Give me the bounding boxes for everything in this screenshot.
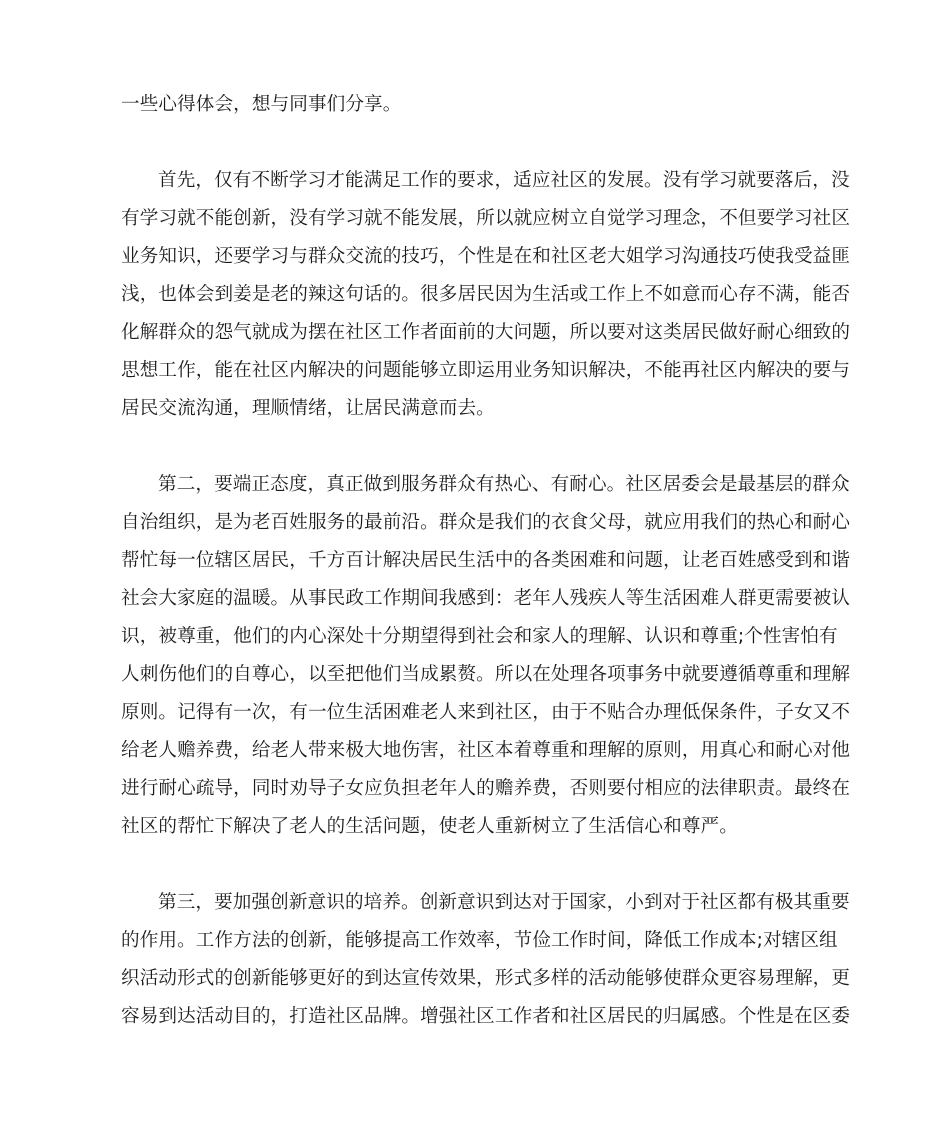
text-line: 浅，也体会到姜是老的辣这句话的。很多居民因为生活或工作上不如意而心存不满，能否	[121, 284, 851, 305]
paragraph-second	[121, 466, 851, 846]
paragraph-third	[121, 884, 851, 1036]
text-line: 容易到达活动目的，打造社区品牌。增强社区工作者和社区居民的归属感。个性是在区委	[121, 1006, 851, 1027]
text-line: 帮忙每一位辖区居民，千方百计解决居民生活中的各类困难和问题，让老百姓感受到和谐	[121, 550, 851, 571]
document-page	[121, 0, 851, 1036]
text-line: 的作用。工作方法的创新，能够提高工作效率，节俭工作时间，降低工作成本;对辖区组	[121, 930, 838, 951]
text-line: 给老人赡养费，给老人带来极大地伤害，社区本着尊重和理解的原则，用真心和耐心对他	[121, 740, 851, 761]
text-line: 识，被尊重，他们的内心深处十分期望得到社会和家人的理解、认识和尊重;个性害怕有	[121, 626, 838, 647]
text-line: 业务知识，还要学习与群众交流的技巧，个性是在和社区老大姐学习沟通技巧使我受益匪	[121, 246, 851, 267]
text-line: 进行耐心疏导，同时劝导子女应负担老年人的赡养费，否则要付相应的法律职责。最终在	[121, 778, 851, 799]
paragraph-spacer	[121, 124, 831, 162]
text-line: 社区的帮忙下解决了老人的生活问题，使老人重新树立了生活信心和尊严。	[121, 816, 738, 837]
text-line: 思想工作，能在社区内解决的问题能够立即运用业务知识解决，不能再社区内解决的要与	[121, 360, 851, 381]
text-line: 社会大家庭的温暖。从事民政工作期间我感到：老年人残疾人等生活困难人群更需要被认	[121, 588, 851, 609]
text-line: 有学习就不能创新，没有学习就不能发展，所以就应树立自觉学习理念，不但要学习社区	[121, 208, 851, 229]
paragraph-spacer	[121, 428, 831, 466]
text-line: 织活动形式的创新能够更好的到达宣传效果，形式多样的活动能够使群众更容易理解，更	[121, 968, 851, 989]
paragraph-spacer	[121, 846, 831, 884]
text-line: 第三，要加强创新意识的培养。创新意识到达对于国家，小到对于社区都有极其重要	[158, 892, 850, 913]
paragraph-first	[121, 162, 851, 428]
text-line: 一些心得体会，想与同事们分享。	[121, 94, 402, 115]
text-line: 首先，仅有不断学习才能满足工作的要求，适应社区的发展。没有学习就要落后，没	[158, 170, 850, 191]
text-line: 居民交流沟通，理顺情绪，让居民满意而去。	[121, 398, 495, 419]
text-line: 第二，要端正态度，真正做到服务群众有热心、有耐心。社区居委会是最基层的群众	[158, 474, 850, 495]
text-line: 人刺伤他们的自尊心，以至把他们当成累赘。所以在处理各项事务中就要遵循尊重和理解	[121, 664, 851, 685]
intro-paragraph	[121, 86, 831, 124]
text-line: 自治组织，是为老百姓服务的最前沿。群众是我们的衣食父母，就应用我们的热心和耐心	[121, 512, 851, 533]
text-line: 化解群众的怨气就成为摆在社区工作者面前的大问题，所以要对这类居民做好耐心细致的	[121, 322, 851, 343]
text-line: 原则。记得有一次，有一位生活困难老人来到社区，由于不贴合办理低保条件，子女又不	[121, 702, 851, 723]
